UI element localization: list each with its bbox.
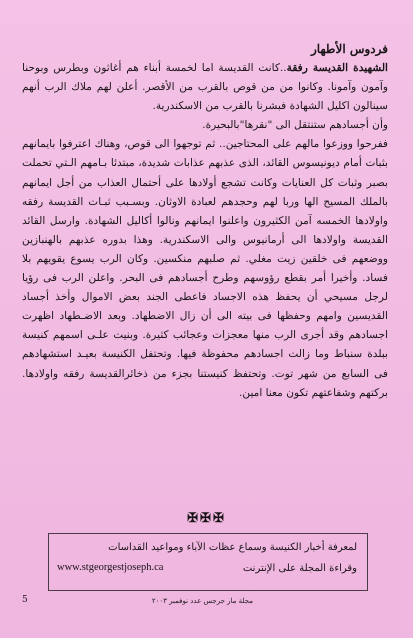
paragraph-2: [22, 116, 388, 135]
page-number: 5: [22, 595, 28, 605]
footer-line-2: وقراءة المجلة على الإنترنت: [242, 563, 357, 574]
article-title: فردوس الأطهار: [310, 42, 388, 56]
paragraph-1: [22, 59, 388, 116]
article: [22, 40, 388, 403]
footer-box: [48, 533, 368, 591]
cross-ornament: ✠✠✠: [187, 511, 226, 526]
paragraph-text: ففرحوا ووزعوا مالهم على المحتاجين.. ثم توجهوا الى قوص، وهناك اعترفوا بايمانهم بثبات أمام ديونيسوس القائد، الذى عذبهم عذابات شديدة، مبتدئا بـامهم الـتي تحملت بصبر وثبات كل العنايات وكانت تشجع أولادها على أحتمال العذاب من أجل ايمانهم بالملك المسيح الها وربا لهم وحجدهم لعبادة الاوثان. وبسـبب ثبـات القديسة رفقه واولادها الخمسه آمن الكثيرون واعلنوا ايمانهم ونالوا أكاليل الشهادة. وارسل القائد القديسة واولادها الى أرمانيوس والى الاسكندرية. وهذا بدوره عذبهم بالهنبازين ووضعهم فى خلقين زيت مغلي. ثم صلبهم منكسين. وكان الرب يسوع يقويهم بلا فساد. وأخيرا أمر بقطع رؤوسهم وطرح أجسادهم فى البحر. واعلن الرب فى رؤيا لرجل مسيحي أن يحفظ هذه الاجساد فاعطى الجند بعض الاموال وأخذ أجساد القديسين وامهم وحفظها فى بيته الى أن زال الاضطهاد. وبعد الاضـطهاد اظهرت اجسادهم وقد أجرى الرب منها معجزات وعجائب كثيرة. وبنيت علـى اسمهم كنيسة ببلدة سنباط وما زالت اجسادهم محفوظة فيها. وتحتفل الكنيسة بعيـد استشهادهم فى السابع من شهر توت. وتحتفظ كنيستنا بجزء من ذخائرالقديسة رفقه واولادها. بركتهم وشفاعتهم تكون معنا امين.: [22, 138, 388, 399]
website-link[interactable]: www.stgeorgestjoseph.ca: [57, 562, 164, 573]
footer-line-1: لمعرفة أخبار الكنيسة وسماع عظات الآباء ومواعيد القداسات: [108, 542, 357, 553]
paragraph-text: وأن أجسادهم ستنتقل الى "نقرها"بالبحيرة.: [202, 119, 388, 132]
paragraph-3: [22, 135, 388, 402]
journal-info: مجلة مار جرجس عدد نوفمبر ٢٠٠٣: [151, 597, 253, 605]
paragraph-text: ..كانت القديسة اما لخمسة أبناء هم أغاثون وبطرس وبوحنا وآمون وآمونا. وكانوا من من قوص بالقرب من الأقصر. أعلن لهم ملاك الرب أنهم سينالون اكليل الشهادة فبشرنا بالقرب من الاسكندرية.: [22, 62, 388, 113]
paragraph-lead: الشهيدة القديسة رفقة: [286, 62, 388, 74]
